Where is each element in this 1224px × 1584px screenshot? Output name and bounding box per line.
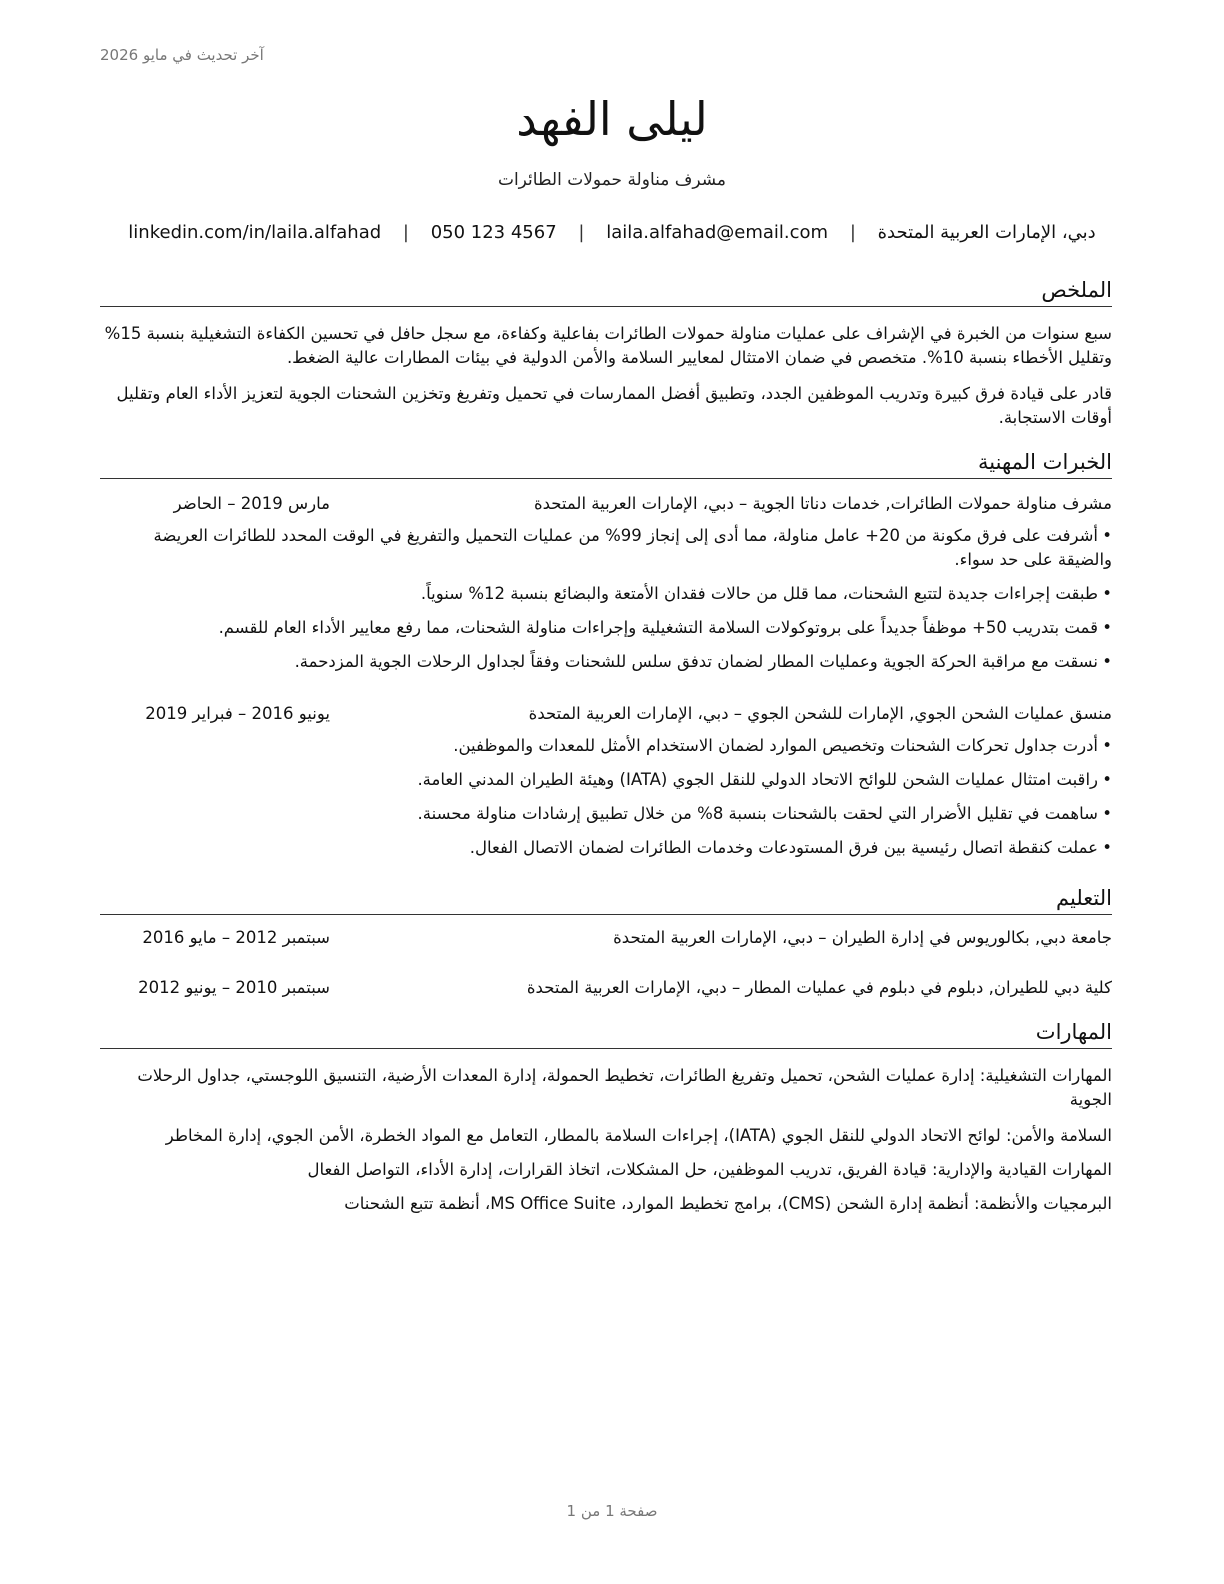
phone-number: 050 123 4567 [430, 222, 557, 243]
page-number: صفحة 1 من 1 [566, 1502, 658, 1520]
job-title-line: منسق عمليات الشحن الجوي, الإمارات للشحن الجوي – دبي، الإمارات العربية المتحدة [528, 704, 1112, 723]
job-bullet: •أدرت جداول تحركات الشحنات وتخصيص الموارد لضمان الاستخدام الأمثل للمعدات والموظفين. [453, 736, 1112, 755]
education-item [100, 928, 1112, 954]
job-title-line: مشرف مناولة حمولات الطائرات, خدمات دناتا الجوية – دبي، الإمارات العربية المتحدة [533, 494, 1112, 513]
person-name: ليلى الفهد [516, 92, 708, 146]
location: دبي، الإمارات العربية المتحدة [877, 222, 1096, 243]
job-bullet: •راقبت امتثال عمليات الشحن للوائح الاتحاد الدولي للنقل الجوي (IATA) وهيئة الطيران المدني العامة. [417, 770, 1112, 789]
job-dates: يونيو 2016 – فبراير 2019 [145, 704, 330, 723]
education-text: كلية دبي للطيران, دبلوم في دبلوم في عمليات المطار – دبي، الإمارات العربية المتحدة [526, 978, 1112, 997]
education-item [100, 978, 1112, 1004]
education-heading: التعليم [100, 884, 1112, 915]
job-bullet: •طبقت إجراءات جديدة لتتبع الشحنات، مما قلل من حالات فقدان الأمتعة والبضائع بنسبة 12% سنوياً. [420, 584, 1112, 603]
job-bullet: •أشرفت على فرق مكونة من 20+ عامل مناولة، مما أدى إلى إنجاز 99% من عمليات التحميل والتفريغ في الوقت المحدد للطائرات العريضة والضيقة على حد سواء. [153, 526, 1112, 569]
education-dates: سبتمبر 2010 – يونيو 2012 [138, 978, 330, 997]
job-bullet: •ساهمت في تقليل الأضرار التي لحقت بالشحنات بنسبة 8% من خلال تطبيق إرشادات مناولة محسنة. [417, 804, 1112, 823]
job-bullet: •نسقت مع مراقبة الحركة الجوية وعمليات المطار لضمان تدفق سلس للشحنات وفقاً لجداول الرحلات الجوية المزدحمة. [294, 652, 1112, 671]
separator: | [578, 222, 585, 243]
separator: | [402, 222, 409, 243]
skills-line: البرمجيات والأنظمة: أنظمة إدارة الشحن (CMS)، برامج تخطيط الموارد، MS Office Suite، أنظمة تتبع الشحنات [344, 1194, 1112, 1213]
job-header [100, 494, 1112, 520]
job-bullet: •قمت بتدريب 50+ موظفاً جديداً على بروتوكولات السلامة التشغيلية وإجراءات مناولة الشحنات، مما رفع معايير الأداء العام للقسم. [218, 618, 1112, 637]
email-link[interactable]: laila.alfahad@email.com [606, 222, 829, 243]
education-dates: سبتمبر 2012 – مايو 2016 [142, 928, 330, 947]
skills-heading: المهارات [100, 1018, 1112, 1049]
skills-line: السلامة والأمن: لوائح الاتحاد الدولي للنقل الجوي (IATA)، إجراءات السلامة بالمطار، التعامل مع المواد الخطرة، الأمن الجوي، إدارة المخاطر [165, 1126, 1112, 1145]
skills-line: المهارات القيادية والإدارية: قيادة الفريق، تدريب الموظفين، حل المشكلات، اتخاذ القرارات، إدارة الأداء، التواصل الفعال [307, 1160, 1112, 1179]
last-updated: آخر تحديث في مايو 2026 [100, 46, 264, 64]
job-title: مشرف مناولة حمولات الطائرات [497, 170, 727, 190]
summary-paragraph: قادر على قيادة فرق كبيرة وتدريب الموظفين الجدد، وتطبيق أفضل الممارسات في تحميل وتفريغ وتخزين الشحنات الجوية لتعزيز الأداء العام وتقليل أوقات الاستجابة. [116, 384, 1112, 427]
skills-line: المهارات التشغيلية: إدارة عمليات الشحن، تحميل وتفريغ الطائرات، تخطيط الحمولة، إدارة المعدات الأرضية، التنسيق اللوجستي، جداول الرحلات الجوية [137, 1066, 1112, 1109]
summary-paragraph: سبع سنوات من الخبرة في الإشراف على عمليات مناولة حمولات الطائرات بفاعلية وكفاءة، مع سجل حافل في تحسين الكفاءة التشغيلية بنسبة 15% وتقليل الأخطاء بنسبة 10%. متخصص في ضمان الامتثال لمعايير السلامة والأمن الدولية في بيئات المطارات عالية الضغط. [104, 324, 1112, 367]
contact-line [0, 222, 1224, 243]
job-bullet: •عملت كنقطة اتصال رئيسية بين فرق المستودعات وخدمات الطائرات لضمان الاتصال الفعال. [469, 838, 1112, 857]
job-header [100, 704, 1112, 730]
linkedin-link[interactable]: linkedin.com/in/laila.alfahad [128, 222, 382, 243]
education-text: جامعة دبي, بكالوريوس في إدارة الطيران – دبي، الإمارات العربية المتحدة [613, 928, 1112, 947]
job-dates: مارس 2019 – الحاضر [173, 494, 330, 513]
summary-heading: الملخص [100, 276, 1112, 307]
separator: | [849, 222, 856, 243]
experience-heading: الخبرات المهنية [100, 448, 1112, 479]
